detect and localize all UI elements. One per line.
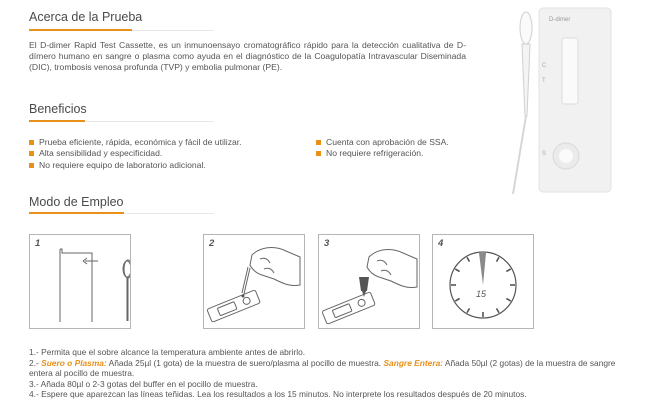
hand-buffer-bottle-icon xyxy=(319,235,419,328)
instruction-line xyxy=(29,358,639,379)
list-item xyxy=(316,148,449,159)
bullet-text: Cuenta con aprobación de SSA. xyxy=(326,137,449,147)
clock-tick xyxy=(455,299,459,302)
list-item xyxy=(316,137,449,148)
step-number: 1 xyxy=(35,238,41,249)
cassette-icon xyxy=(0,235,100,328)
step-number: 4 xyxy=(438,238,444,249)
instruction-number: 2.- xyxy=(29,357,42,368)
step-number: 3 xyxy=(324,238,330,249)
benefits-right-list xyxy=(316,137,449,160)
about-title: Acerca de la Prueba xyxy=(29,10,143,24)
bullet-text: No requiere refrigeración. xyxy=(326,148,424,159)
bullet-square-icon xyxy=(29,163,34,168)
bullet-text: Prueba eficiente, rápida, económica y fácil de utilizar. xyxy=(39,137,242,147)
bullet-text: Alta sensibilidad y especificidad. xyxy=(39,148,163,159)
bullet-square-icon xyxy=(29,151,34,156)
clock-tick xyxy=(455,269,459,272)
benefits-accent xyxy=(29,120,85,122)
instruction-text: Añada 50µl (2 gotas) de la muestra de sangre entera al pocillo de muestra. xyxy=(29,357,616,379)
hand-dropper-sample-icon xyxy=(204,235,304,328)
step-number: 2 xyxy=(209,238,215,249)
instructions xyxy=(29,347,639,400)
usage-accent xyxy=(29,212,124,214)
step-4-panel xyxy=(432,234,534,329)
clock-tick xyxy=(467,257,470,261)
instruction-text: Espere que aparezcan las líneas teñidas. Lea los resultados a los 15 minutos. No interprete los resultados después de 20 minutos. xyxy=(41,389,527,400)
instruction-number: 4.- xyxy=(29,389,42,400)
clock-tick xyxy=(497,308,500,312)
timer-label: 15 xyxy=(476,289,487,299)
list-item xyxy=(29,148,242,159)
well-s-label: S xyxy=(542,151,547,157)
timer-clock-icon xyxy=(433,235,533,328)
line-t-label: T xyxy=(542,78,546,84)
line-c-label: C xyxy=(542,63,547,69)
instruction-number: 3.- xyxy=(29,378,41,389)
benefits-left-list xyxy=(29,137,242,171)
list-item xyxy=(29,137,242,148)
cassette-label: D-dimer xyxy=(549,17,571,23)
step-2-panel xyxy=(203,234,305,329)
instruction-text: Añada 25µl (1 gota) de la muestra de suero/plasma al pocillo de muestra. xyxy=(106,357,384,368)
instruction-line xyxy=(29,347,639,358)
step-1-panel xyxy=(29,234,131,329)
clock-tick xyxy=(497,257,500,261)
list-item xyxy=(29,160,242,171)
instruction-emphasis: Suero o Plasma: xyxy=(41,357,107,368)
bullet-square-icon xyxy=(29,140,34,145)
instruction-text: Añada 80µl o 2-3 gotas del buffer en el pocillo de muestra. xyxy=(40,378,258,389)
about-text: El D-dimer Rapid Test Cassette, es un inmunoensayo cromatográfico rápido para la detección cualitativa de D-dímero humano en sangre o plasma como ayuda en el diagnóstico de la Coagulopatía Intravascular Diseminada (DIC), trombosis venosa profunda (TVP) y embolia pulmonar (PE). xyxy=(29,40,466,72)
instruction-text: Permita que el sobre alcance la temperatura ambiente antes de abrirlo. xyxy=(41,347,306,357)
benefits-title: Beneficios xyxy=(29,102,87,116)
instruction-emphasis: Sangre Entera: xyxy=(383,357,444,368)
clock-tick xyxy=(506,299,510,302)
instruction-line xyxy=(29,379,639,390)
bullet-square-icon xyxy=(316,140,321,145)
instruction-line xyxy=(29,389,639,400)
cassette-dropper-product-icon xyxy=(505,6,645,196)
product-image xyxy=(505,6,645,201)
clock-tick xyxy=(506,269,510,272)
bullet-square-icon xyxy=(316,151,321,156)
bullet-text: No requiere equipo de laboratorio adicional. xyxy=(39,159,206,170)
about-accent xyxy=(29,29,132,31)
instruction-number: 1.- xyxy=(29,347,42,357)
clock-tick xyxy=(467,308,470,312)
usage-title: Modo de Empleo xyxy=(29,195,124,209)
step-3-panel xyxy=(318,234,420,329)
